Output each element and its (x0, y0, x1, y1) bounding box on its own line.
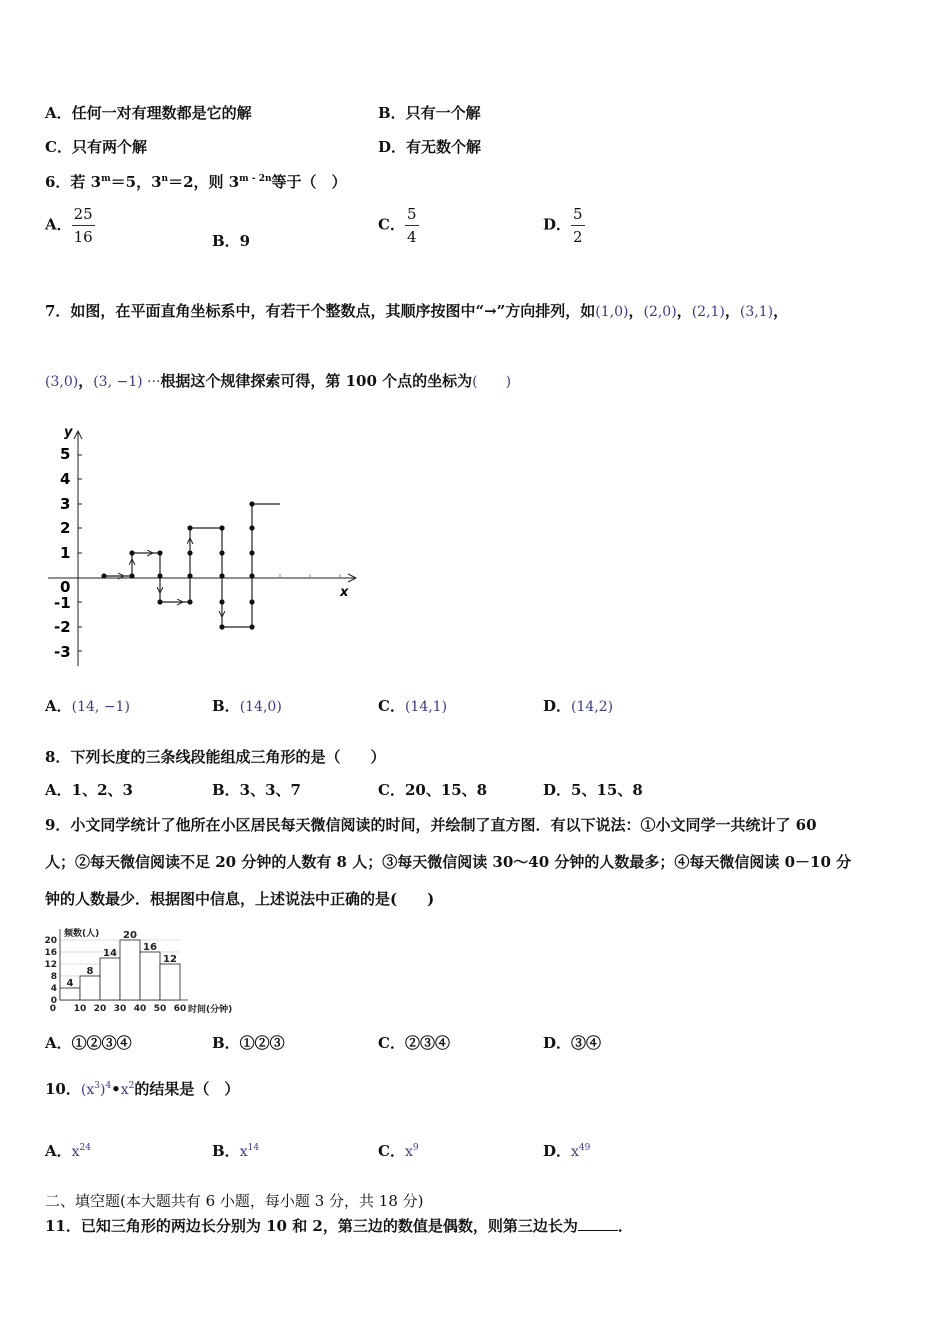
x-tick-marks (280, 574, 340, 578)
y-tick: 5 (60, 445, 71, 463)
x-tick-label: 10 (73, 1004, 87, 1014)
section-title: 二、填空题(本大题共有 6 小题，每小题 3 分，共 18 分) (45, 1192, 424, 1210)
y-tick: -1 (54, 594, 71, 612)
q10-option-a: A．$x^{24}$ (45, 1142, 91, 1160)
q7-stem: 7．如图，在平面直角坐标系中，有若干个整数点，其顺序按图中“→”方向排列，如(1,0)，(2,0)，(2,1)，(3,1)， (45, 302, 789, 320)
y-tick: 2 (60, 519, 71, 537)
q7-option-b: B．(14,0) (212, 697, 282, 715)
bar-value-label: 8 (86, 966, 94, 977)
q6-option-c: C． $\frac{5}{4}$ (378, 205, 417, 246)
y-tick: -3 (54, 643, 71, 661)
q7-option-a: A．(14, −1) (45, 697, 130, 715)
q9-option-d: D．③④ (543, 1034, 602, 1052)
x-tick-label: 60 (173, 1004, 187, 1014)
y-tick-label: 0 (50, 996, 57, 1006)
q7-stem-line2: (3,0)，(3, −1) ···根据这个规律探索可得，第 100 个点的坐标为( ) (45, 372, 512, 390)
y-tick-label: 12 (44, 960, 57, 970)
y-tick-marks (78, 455, 82, 651)
x-tick-label: 40 (133, 1004, 147, 1014)
fraction: $\frac{25}{16}$ (73, 205, 93, 246)
q10-option-c: C．$x^9$ (378, 1142, 419, 1160)
x-tick-label: 20 (93, 1004, 107, 1014)
q10-expression: $(x^3)^4$ (80, 1081, 112, 1098)
q9-option-a: A．①②③④ (45, 1034, 132, 1052)
answer-paren: ( ) (472, 374, 512, 390)
q9-option-c: C．②③④ (378, 1034, 450, 1052)
point-path (104, 504, 280, 627)
point-1: (1,0) (595, 304, 629, 320)
x-tick-label: 30 (113, 1004, 127, 1014)
x-tick-label: 50 (153, 1004, 167, 1014)
y-tick: 1 (60, 544, 71, 562)
q8-option-c: C．20、15、8 (378, 781, 488, 799)
q8-option-a: A．1、2、3 (45, 781, 133, 799)
histogram-bar (60, 988, 80, 1000)
y-tick: -2 (54, 618, 71, 636)
histogram-bar (160, 964, 180, 1000)
x-axis-title: 时间(分钟) (188, 1005, 233, 1015)
y-tick-label: 8 (50, 972, 57, 982)
q10-stem: 10．$(x^3)^4•x^2$的结果是（ ） (45, 1080, 240, 1098)
q9-stem-line3: 钟的人数最少．根据图中信息，上述说法中正确的是( ) (45, 890, 435, 908)
q5-option-a: A．任何一对有理数都是它的解 (45, 104, 252, 122)
fraction: $\frac{5}{2}$ (573, 205, 583, 246)
q5-option-d: D．有无数个解 (378, 138, 482, 156)
q11-stem: 11．已知三角形的两边长分别为 10 和 2，第三边的数值是偶数，则第三边长为 ． (45, 1217, 633, 1235)
bar-value-label: 12 (163, 954, 177, 965)
q7-option-d: D．(14,2) (543, 697, 614, 715)
point-2: (2,0) (643, 304, 677, 320)
x-axis-label: x (340, 585, 349, 600)
y-tick: 0 (60, 578, 71, 596)
bar-value-label: 20 (123, 930, 137, 941)
q7-option-c: C．(14,1) (378, 697, 448, 715)
point-4: (3,1) (739, 304, 774, 320)
point-3: (2,1) (691, 304, 725, 320)
y-tick: 3 (60, 495, 71, 513)
bar-value-label: 14 (103, 948, 117, 959)
q8-option-d: D．5、15、8 (543, 781, 643, 799)
q8-stem: 8．下列长度的三条线段能组成三角形的是（ ） (45, 748, 386, 766)
q7-coordinate-graph (40, 420, 370, 675)
q9-stem-line2: 人；②每天微信阅读不足 20 分钟的人数有 8 人；③每天微信阅读 30～40 分钟的人数最多；④每天微信阅读 0－10 分 (45, 853, 852, 871)
q9-histogram (40, 925, 260, 1017)
y-tick-label: 16 (44, 948, 57, 958)
q8-option-b: B．3、3、7 (212, 781, 301, 799)
q9-option-b: B．①②③ (212, 1034, 285, 1052)
q5-option-c: C．只有两个解 (45, 138, 147, 156)
q5-option-b: B．只有一个解 (378, 104, 481, 122)
y-axis-title: 频数(人) (64, 929, 100, 939)
q6-option-b: B．9 (212, 232, 251, 250)
q10-option-b: B．$x^{14}$ (212, 1142, 260, 1160)
answer-blank (578, 1230, 618, 1231)
histogram-bar (80, 976, 100, 1000)
bar-value-label: 4 (66, 978, 74, 989)
integer-points (101, 501, 254, 629)
y-axis-label: y (64, 425, 73, 440)
fraction: $\frac{5}{4}$ (406, 205, 417, 246)
y-tick-label: 20 (44, 936, 57, 946)
histogram-bar (100, 958, 120, 1000)
bar-value-label: 16 (143, 942, 157, 953)
histogram-bar (140, 952, 160, 1000)
histogram-bar (120, 940, 140, 1000)
point-6: (3, −1) ··· (93, 374, 161, 390)
q10-option-d: D．$x^{49}$ (543, 1142, 591, 1160)
x-origin-label: 0 (49, 1004, 56, 1014)
y-tick-label: 4 (50, 984, 57, 994)
q6-option-d: D． $\frac{5}{2}$ (543, 205, 583, 246)
q6-stem: 6．若 $3^m=5$，$3^n=2$，则 $3^{m - 2n}$等于（ ） (45, 173, 347, 191)
q9-stem-line1: 9．小文同学统计了他所在小区居民每天微信阅读的时间，并绘制了直方图．有以下说法：①小文同学一共统计了 60 (45, 816, 817, 834)
y-tick: 4 (60, 470, 71, 488)
point-5: (3,0) (45, 374, 79, 390)
q6-option-a: A． $\frac{25}{16}$ (45, 205, 93, 246)
